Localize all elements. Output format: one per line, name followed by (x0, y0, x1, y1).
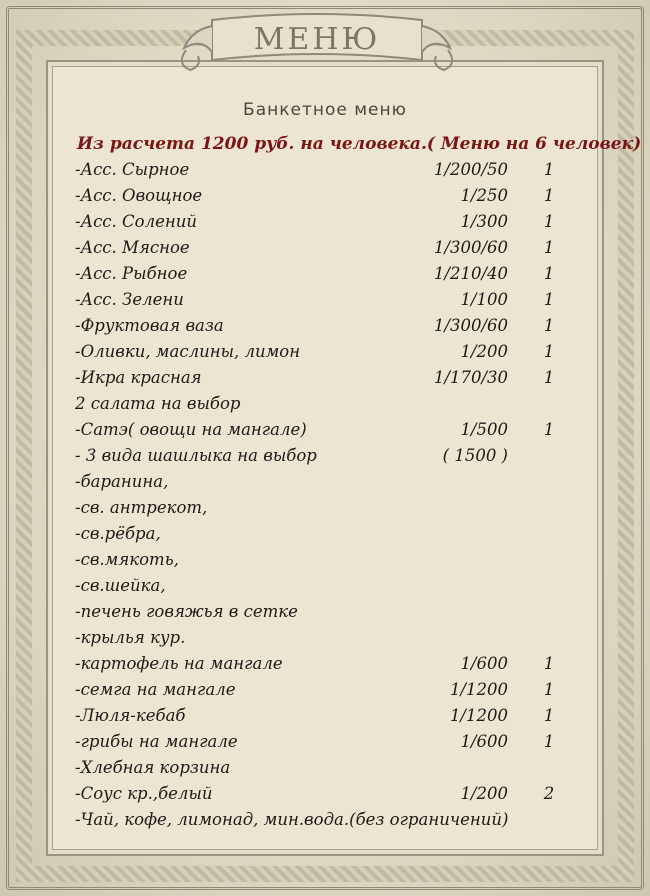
menu-item-name: -Оливки, маслины, лимон (75, 342, 301, 361)
menu-item-name: -Асс. Зелени (75, 290, 184, 309)
menu-item (0, 290, 650, 316)
menu-item (0, 784, 650, 810)
menu-item-portion: 1/1200 (449, 706, 508, 725)
menu-item-portion: 1/1200 (449, 680, 508, 699)
menu-item-name: -печень говяжья в сетке (75, 602, 298, 621)
menu-item-quantity: 1 (543, 680, 555, 699)
menu-item-quantity: 1 (543, 264, 555, 283)
title-banner (212, 12, 422, 66)
menu-item-name: -Чай, кофе, лимонад, мин.вода.(без ограничений) (75, 810, 509, 829)
menu-item (0, 602, 650, 628)
menu-item-name: -картофель на мангале (75, 654, 283, 673)
menu-item-name: -грибы на мангале (75, 732, 238, 751)
menu-item-name: -Фруктовая ваза (75, 316, 224, 335)
menu-item-portion: 1/170/30 (433, 368, 508, 387)
menu-item-quantity: 1 (543, 186, 555, 205)
menu-item-name: -Икра красная (75, 368, 202, 387)
menu-item-quantity: 1 (543, 654, 555, 673)
menu-item-name: -Асс. Солений (75, 212, 197, 231)
menu-item-name: -св.шейка, (75, 576, 166, 595)
menu-item-portion: 1/210/40 (433, 264, 508, 283)
menu-item (0, 498, 650, 524)
menu-item-portion: 1/600 (460, 654, 508, 673)
menu-item-name: -св.мякоть, (75, 550, 179, 569)
menu-item-portion: 1/300 (460, 212, 508, 231)
menu-item-name: -Асс. Овощное (75, 186, 203, 205)
menu-title: МЕНЮ (253, 22, 381, 57)
menu-item-portion: 1/200 (460, 784, 508, 803)
menu-item-portion: 1/500 (460, 420, 508, 439)
menu-item-quantity: 1 (543, 342, 555, 361)
menu-item-quantity: 1 (543, 368, 555, 387)
menu-item (0, 472, 650, 498)
menu-item (0, 550, 650, 576)
menu-item-name: -св. антрекот, (75, 498, 208, 517)
menu-item-portion: 1/200/50 (433, 160, 508, 179)
menu-item-portion: 1/300/60 (433, 238, 508, 257)
menu-item (0, 212, 650, 238)
menu-item-name: -баранина, (75, 472, 169, 491)
menu-item (0, 654, 650, 680)
menu-item-name: -Асс. Сырное (75, 160, 190, 179)
menu-item-portion: 1/250 (460, 186, 508, 205)
menu-item-name: -Хлебная корзина (75, 758, 231, 777)
menu-item-name: 2 салата на выбор (75, 394, 241, 413)
menu-item (0, 628, 650, 654)
menu-item-portion: 1/200 (460, 342, 508, 361)
menu-item (0, 732, 650, 758)
menu-item-quantity: 1 (543, 290, 555, 309)
menu-item (0, 706, 650, 732)
menu-item (0, 680, 650, 706)
menu-item (0, 576, 650, 602)
menu-item-quantity: 1 (543, 420, 555, 439)
menu-item (0, 758, 650, 784)
menu-item-portion: 1/100 (460, 290, 508, 309)
menu-item (0, 810, 650, 836)
menu-item-quantity: 1 (543, 212, 555, 231)
menu-item-portion: 1/600 (460, 732, 508, 751)
menu-item-quantity: 1 (543, 316, 555, 335)
menu-item (0, 420, 650, 446)
page-subtitle: Банкетное меню (243, 100, 407, 120)
menu-item-name: -крылья кур. (75, 628, 186, 647)
menu-item-quantity: 1 (543, 160, 555, 179)
menu-item (0, 238, 650, 264)
menu-item (0, 264, 650, 290)
menu-item (0, 368, 650, 394)
price-heading: Из расчета 1200 руб. на человека.( Меню на 6 человек) (77, 134, 642, 154)
menu-item (0, 394, 650, 420)
menu-item (0, 446, 650, 472)
menu-item-quantity: 1 (543, 238, 555, 257)
menu-item (0, 524, 650, 550)
menu-item (0, 186, 650, 212)
menu-item-name: - 3 вида шашлыка на выбор (75, 446, 317, 465)
menu-item-name: -Соус кр.,белый (75, 784, 213, 803)
menu-item-name: -св.рёбра, (75, 524, 161, 543)
menu-item (0, 342, 650, 368)
menu-item-name: -Сатэ( овощи на мангале) (75, 420, 307, 439)
menu-item-portion: ( 1500 ) (442, 446, 508, 465)
menu-item-name: -семга на мангале (75, 680, 236, 699)
menu-item-quantity: 2 (543, 784, 555, 803)
menu-item-quantity: 1 (543, 706, 555, 725)
menu-item-portion: 1/300/60 (433, 316, 508, 335)
menu-item-name: -Асс. Мясное (75, 238, 190, 257)
menu-item (0, 160, 650, 186)
menu-item-quantity: 1 (543, 732, 555, 751)
menu-item (0, 316, 650, 342)
menu-item-name: -Асс. Рыбное (75, 264, 188, 283)
menu-item-name: -Люля-кебаб (75, 706, 186, 725)
